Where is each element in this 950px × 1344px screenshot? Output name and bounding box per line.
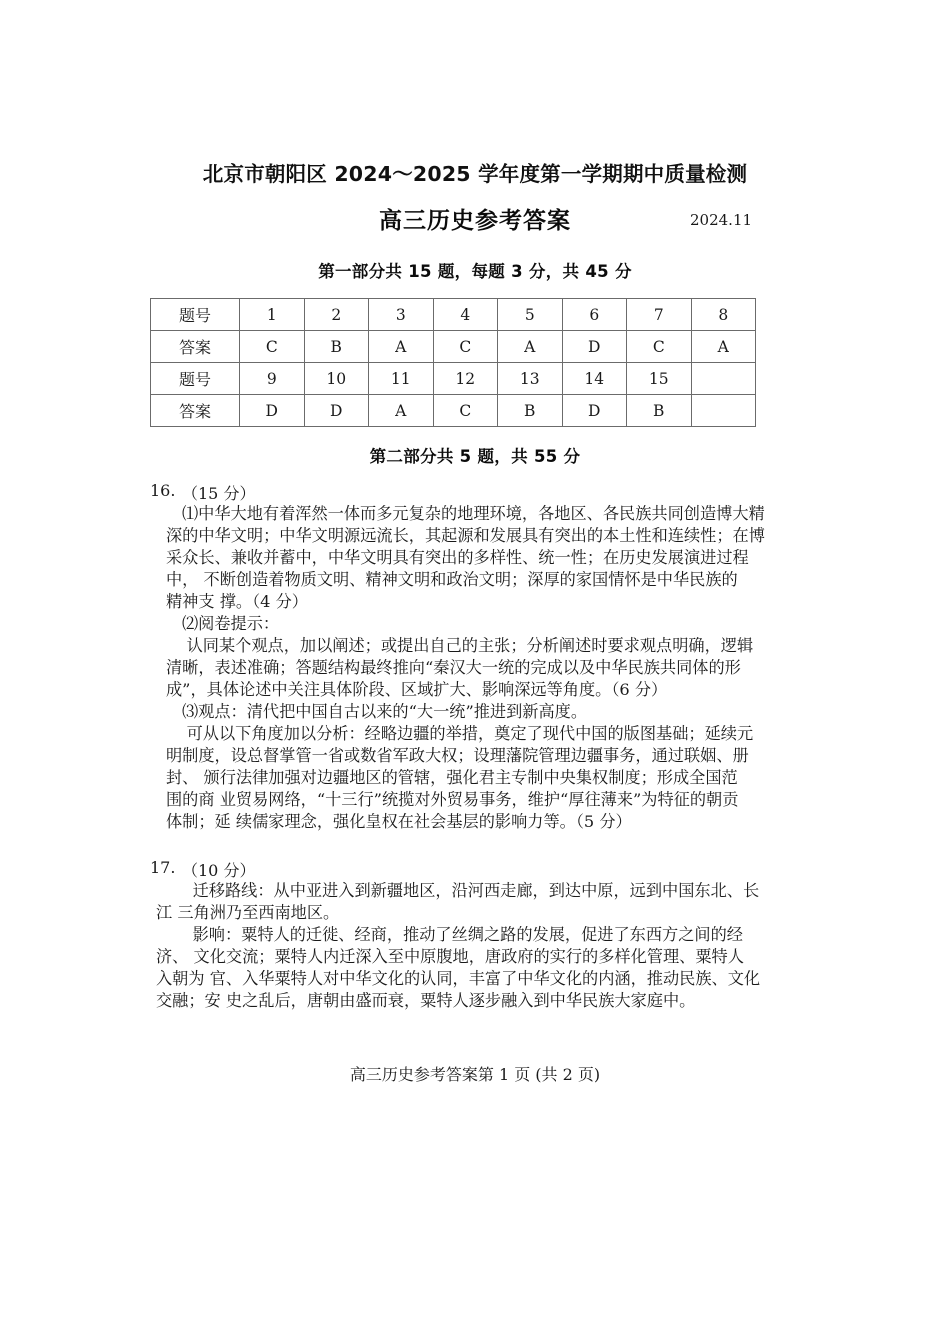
table-cell: 6 xyxy=(562,299,627,331)
document-date: 2024.11 xyxy=(690,211,753,229)
table-cell xyxy=(691,395,756,427)
table-cell: 8 xyxy=(691,299,756,331)
table-cell: B xyxy=(627,395,692,427)
part-two-heading: 第二部分共 5 题，共 55 分 xyxy=(369,447,581,466)
table-cell xyxy=(691,363,756,395)
answer-line: 济、 文化交流；粟特人内迁深入至中原腹地，唐政府的实行的多样化管理、粟特人 xyxy=(156,947,744,966)
answer-line: 可从以下角度加以分析：经略边疆的举措，奠定了现代中国的版图基础；延续元 xyxy=(166,724,754,743)
table-cell: D xyxy=(562,331,627,363)
answer-line: 采众长、兼收并蓄中，中华文明具有突出的多样性、统一性；在历史发展演进过程 xyxy=(166,548,749,567)
answer-line: 江 三角洲乃至西南地区。 xyxy=(156,903,340,922)
answer-line: 交融；安 史之乱后，唐朝由盛而衰，粟特人逐步融入到中华民族大家庭中。 xyxy=(156,991,696,1010)
table-cell: 15 xyxy=(627,363,692,395)
question-score-16: （15 分） xyxy=(182,484,256,503)
table-cell: 2 xyxy=(304,299,369,331)
table-cell: C xyxy=(627,331,692,363)
table-cell: A xyxy=(369,395,434,427)
question-number-16: 16. xyxy=(150,481,176,500)
page-title: 北京市朝阳区 2024～2025 学年度第一学期期中质量检测 xyxy=(202,162,748,186)
table-row xyxy=(151,331,756,363)
table-cell: 1 xyxy=(240,299,305,331)
table-cell: 5 xyxy=(498,299,563,331)
table-cell: B xyxy=(304,331,369,363)
answer-line: 认同某个观点，加以阐述；或提出自己的主张；分析阐述时要求观点明确，逻辑 xyxy=(166,636,754,655)
answer-key-table xyxy=(150,298,756,427)
answer-key-table-body xyxy=(151,299,756,427)
page-footer: 高三历史参考答案第 1 页 (共 2 页) xyxy=(349,1065,601,1084)
table-cell: B xyxy=(498,395,563,427)
table-cell: C xyxy=(433,331,498,363)
answer-line: 成”，具体论述中关注具体阶段、区域扩大、影响深远等角度。（6 分） xyxy=(166,680,668,699)
row-label: 题号 xyxy=(151,299,240,331)
answer-line: 入朝为 官、入华粟特人对中华文化的认同，丰富了中华文化的内涵，推动民族、文化 xyxy=(156,969,761,988)
table-cell: 10 xyxy=(304,363,369,395)
row-label: 题号 xyxy=(151,363,240,395)
table-cell: 12 xyxy=(433,363,498,395)
answer-line: 明制度，设总督掌管一省或数省军政大权；设理藩院管理边疆事务，通过联姻、册 xyxy=(166,746,749,765)
answer-line: 迁移路线：从中亚进入到新疆地区，沿河西走廊，到达中原，远到中国东北、长 xyxy=(172,881,760,900)
table-row xyxy=(151,395,756,427)
table-cell: 3 xyxy=(369,299,434,331)
table-cell: D xyxy=(304,395,369,427)
table-cell: 11 xyxy=(369,363,434,395)
row-label: 答案 xyxy=(151,331,240,363)
part-one-heading: 第一部分共 15 题，每题 3 分，共 45 分 xyxy=(318,262,632,281)
row-label: 答案 xyxy=(151,395,240,427)
table-cell: 7 xyxy=(627,299,692,331)
document-subtitle: 高三历史参考答案 xyxy=(379,208,571,234)
table-cell: A xyxy=(691,331,756,363)
table-cell: D xyxy=(240,395,305,427)
answer-line: ⑴中华大地有着浑然一体而多元复杂的地理环境，各地区、各民族共同创造博大精 xyxy=(182,504,765,523)
table-cell: 13 xyxy=(498,363,563,395)
answer-line: 影响：粟特人的迁徙、经商，推动了丝绸之路的发展，促进了东西方之间的经 xyxy=(172,925,743,944)
table-cell: C xyxy=(433,395,498,427)
answer-line: 封、 颁行法律加强对边疆地区的管辖，强化君主专制中央集权制度；形成全国范 xyxy=(166,768,738,787)
table-cell: A xyxy=(498,331,563,363)
table-cell: C xyxy=(240,331,305,363)
table-cell: 4 xyxy=(433,299,498,331)
table-cell: 9 xyxy=(240,363,305,395)
question-number-17: 17. xyxy=(150,858,176,877)
answer-line: 中， 不断创造着物质文明、精神文明和政治文明；深厚的家国情怀是中华民族的 xyxy=(166,570,738,589)
answer-line: 清晰，表述准确；答题结构最终推向“秦汉大一统的完成以及中华民族共同体的形 xyxy=(166,658,741,677)
table-row xyxy=(151,299,756,331)
answer-line: 深的中华文明；中华文明源远流长，其起源和发展具有突出的本土性和连续性；在博 xyxy=(166,526,765,545)
table-cell: 14 xyxy=(562,363,627,395)
answer-line: 围的商 业贸易网络，“十三行”统揽对外贸易事务，维护“厚往薄来”为特征的朝贡 xyxy=(166,790,739,809)
answer-line: ⑶观点：清代把中国自古以来的“大一统”推进到新高度。 xyxy=(182,702,588,721)
answer-line: ⑵阅卷提示： xyxy=(182,614,280,633)
table-cell: D xyxy=(562,395,627,427)
table-cell: A xyxy=(369,331,434,363)
answer-line: 精神支 撑。（4 分） xyxy=(166,592,308,611)
table-row xyxy=(151,363,756,395)
question-score-17: （10 分） xyxy=(182,861,256,880)
answer-line: 体制；延 续儒家理念，强化皇权在社会基层的影响力等。（5 分） xyxy=(166,812,632,831)
